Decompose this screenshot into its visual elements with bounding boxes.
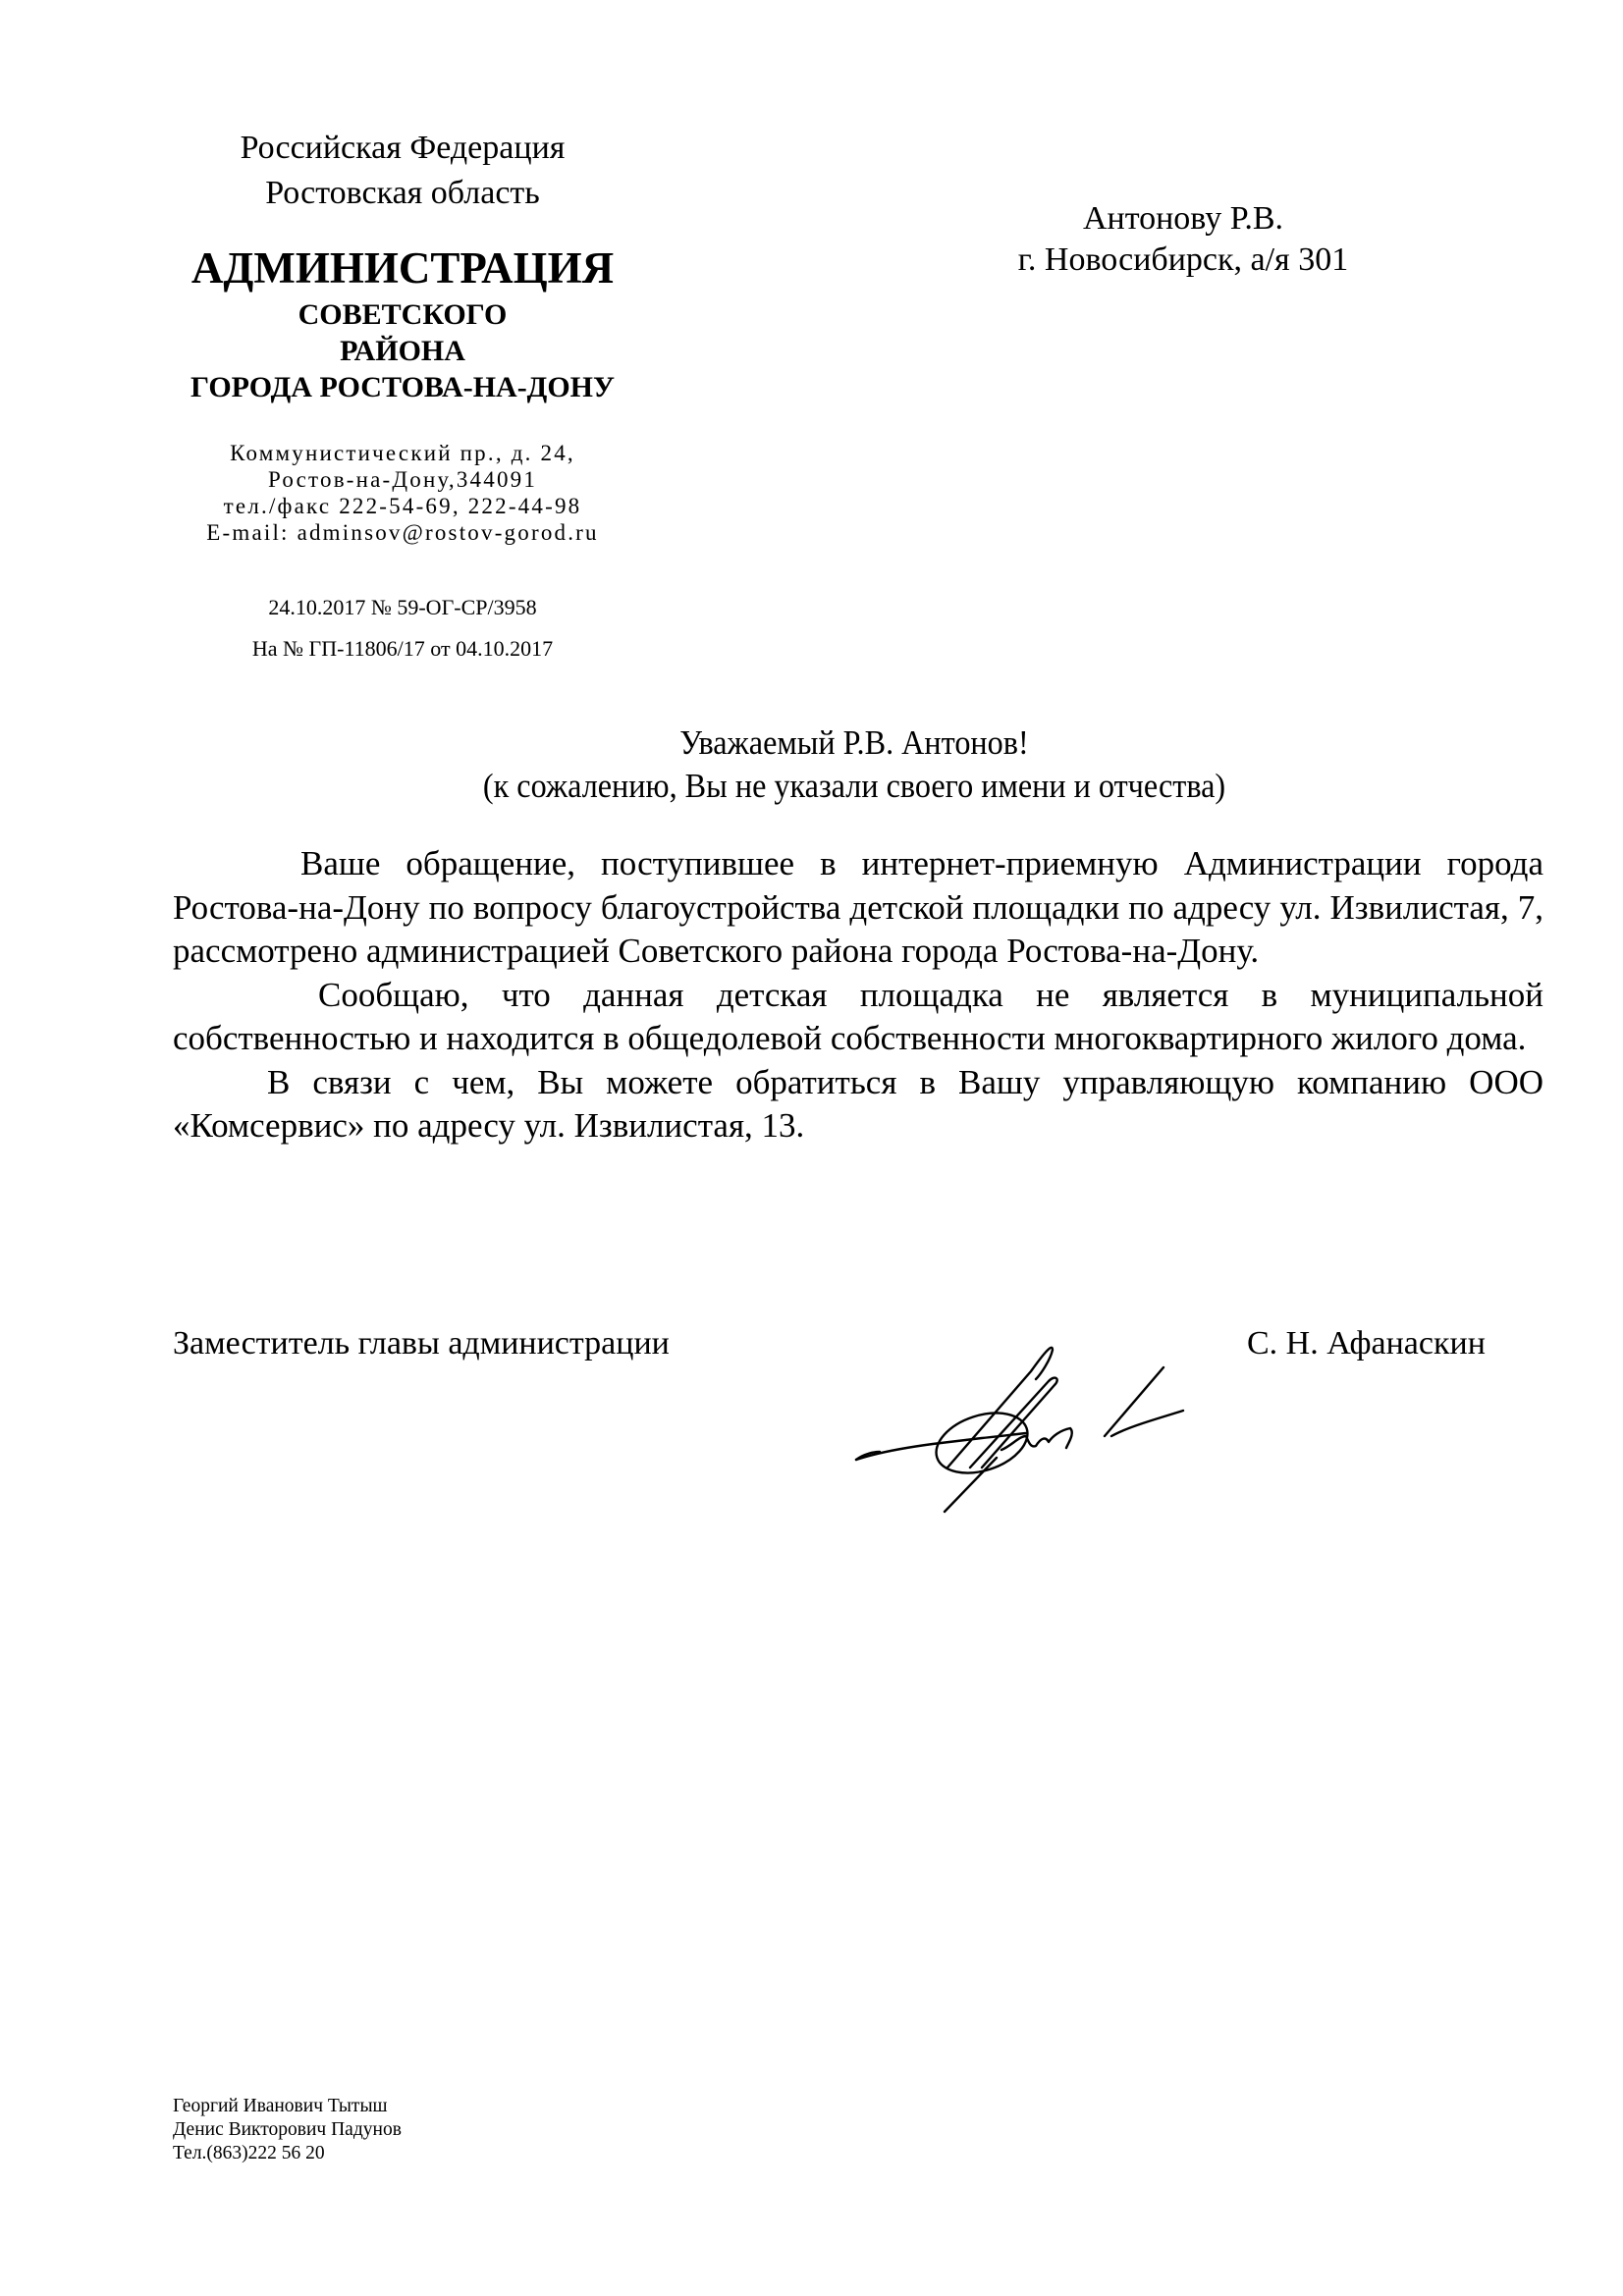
- recipient-name: Антонову Р.В.: [1082, 200, 1284, 237]
- address-city: Ростов-на-Дону,344091: [267, 467, 538, 492]
- org-sub-line: РАЙОНА: [340, 335, 465, 367]
- salutation-note: (к сожалению, Вы не указали своего имени и отчества): [482, 767, 1226, 805]
- outgoing-reference: 24.10.2017 № 59-ОГ-СР/3958: [268, 595, 537, 619]
- recipient-address: г. Новосибирск, а/я 301: [1017, 241, 1349, 278]
- signatory-name: С. Н. Афанаскин: [1247, 1325, 1486, 1362]
- country-name: Российская Федерация: [240, 130, 566, 166]
- letter-body: [173, 842, 1543, 1148]
- organization-address: [147, 440, 658, 546]
- body-paragraph: В связи с чем, Вы можете обратиться в Вашу управляющую компанию ООО «Комсервис» по адресу ул. Извилистая, 13.: [173, 1062, 1543, 1145]
- letterhead-country-region: [147, 126, 658, 216]
- address-phone: тел./факс 222-54-69, 222-44-98: [223, 494, 582, 518]
- incoming-reference: На № ГП-11806/17 от 04.10.2017: [251, 636, 554, 661]
- salutation-greeting: Уважаемый Р.В. Антонов!: [679, 723, 1029, 762]
- body-paragraph: Сообщаю, что данная детская площадка не является в муниципальной собственностью и находится в общедолевой собственности многоквартирного жилого дома.: [173, 975, 1543, 1057]
- org-sub-line: СОВЕТСКОГО: [298, 298, 508, 331]
- region-name: Ростовская область: [265, 175, 540, 211]
- recipient-block: [962, 198, 1404, 281]
- signature-icon: [835, 1320, 1188, 1517]
- executor-name: Денис Викторович Падунов: [173, 2119, 402, 2140]
- organization-title: АДМИНИСТРАЦИЯ: [190, 243, 615, 293]
- org-sub-line: ГОРОДА РОСТОВА-НА-ДОНУ: [189, 371, 616, 403]
- organization-subtitle: [147, 296, 658, 405]
- address-street: Коммунистический пр., д. 24,: [230, 441, 575, 465]
- executor-phone: Тел.(863)222 56 20: [173, 2143, 325, 2163]
- address-email: E-mail: adminsov@rostov-gorod.ru: [206, 520, 599, 545]
- executor-name: Георгий Иванович Тытыш: [173, 2096, 388, 2116]
- signatory-title: Заместитель главы администрации: [173, 1325, 670, 1362]
- signature-stroke: [947, 1348, 1053, 1468]
- salutation: [222, 721, 1487, 808]
- body-paragraph: Ваше обращение, поступившее в интернет-приемную Администрации города Ростова-на-Дону по вопросу благоустройства детской площадки по адресу ул. Извилистая, 7, рассмотрено администрацией Советского района города Ростова-на-Дону.: [173, 844, 1543, 970]
- executors-footer: [173, 2095, 402, 2165]
